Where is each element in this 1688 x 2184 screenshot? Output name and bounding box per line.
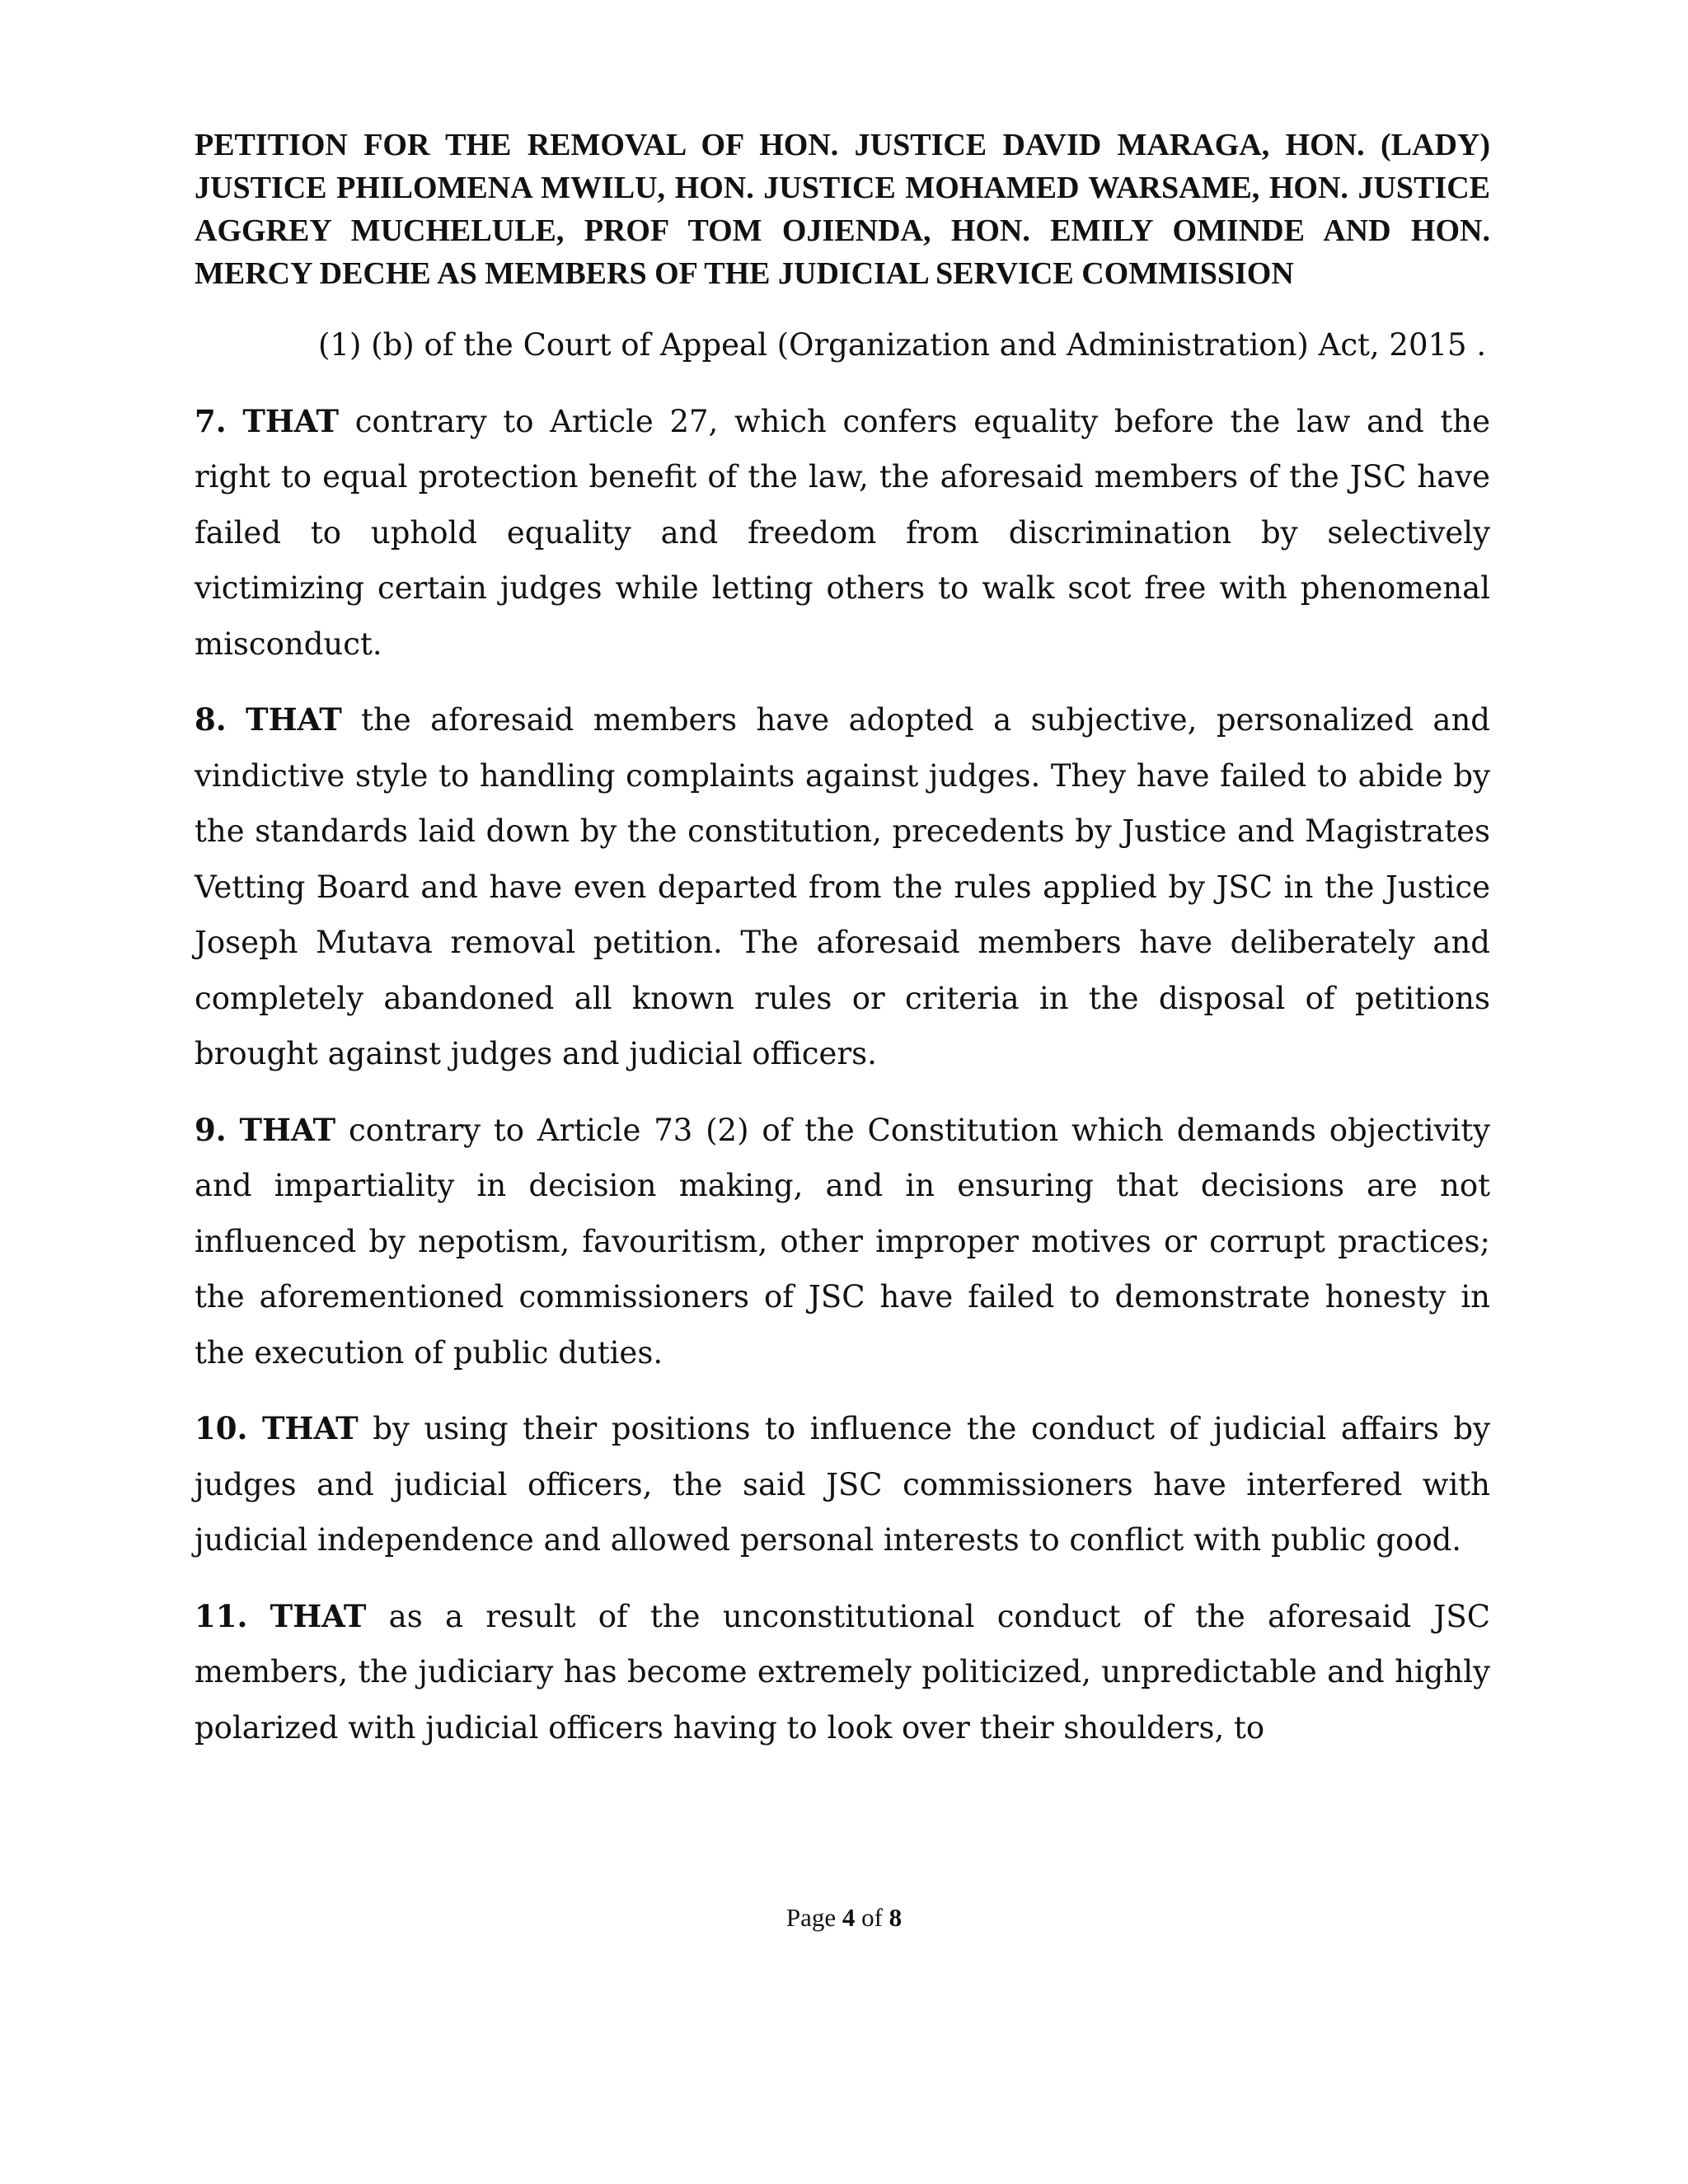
continuation-text: (1) (b) of the Court of Appeal (Organization and Administration) Act, 2015 . — [318, 327, 1487, 363]
page-number: 4 — [842, 1903, 856, 1932]
paragraph-lead: THAT — [239, 1111, 336, 1148]
paragraph-number: 8. — [195, 701, 227, 738]
paragraph-lead: THAT — [246, 701, 342, 738]
paragraph-11 — [195, 1589, 1490, 1756]
paragraph-lead: THAT — [242, 402, 340, 439]
of-word: of — [861, 1903, 883, 1932]
paragraph-number: 9. — [195, 1111, 227, 1148]
paragraph-number: 10. — [195, 1410, 248, 1446]
paragraph-text: contrary to Article 73 (2) of the Constitution which demands objectivity and impartiality in decision making, and in ensuring that decisions are not influenced by nepotism, favouritism, other improper motives or corrupt practices; the aforementioned commissioners of JSC have failed to demonstrate honesty in the execution of public duties. — [195, 1112, 1491, 1371]
paragraph-text: by using their positions to influence the conduct of judicial affairs by judges and judicial officers, the said JSC commissioners have interfered with judicial independence and allowed personal interests to conflict with public good. — [195, 1411, 1491, 1558]
document-body — [195, 317, 1490, 1776]
paragraph-text: the aforesaid members have adopted a subjective, personalized and vindictive style to handling complaints against judges. They have failed to abide by the standards laid down by the constitution, precedents by Justice and Magistrates Vetting Board and have even departed from the rules applied by JSC in the Justice Joseph Mutava removal petition. The aforesaid members have deliberately and completely abandoned all known rules or criteria in the disposal of petitions brought against judges and judicial officers. — [195, 702, 1490, 1071]
paragraph-text: as a result of the unconstitutional conduct of the aforesaid JSC members, the judiciary has become extremely politicized, unpredictable and highly polarized with judicial officers having to look over their shoulders, to — [195, 1598, 1491, 1746]
paragraph-number: 11. — [195, 1597, 248, 1634]
paragraph-lead: THAT — [261, 1410, 359, 1446]
paragraph-10 — [195, 1401, 1490, 1568]
paragraph-number: 7. — [195, 402, 227, 439]
page-footer — [0, 1901, 1688, 1934]
petition-title: PETITION FOR THE REMOVAL OF HON. JUSTICE DAVID MARAGA, HON. (LADY) JUSTICE PHILOMENA MWILU, HON. JUSTICE MOHAMED WARSAME, HON. JUSTICE AGGREY MUCHELULE, PROF TOM OJIENDA, HON. EMILY OMINDE AND HON. MERCY DECHE AS MEMBERS OF THE JUDICIAL SERVICE COMMISSION — [195, 128, 1490, 291]
total-pages: 8 — [889, 1903, 903, 1932]
paragraph-lead: THAT — [270, 1597, 367, 1634]
paragraph-text: contrary to Article 27, which confers equality before the law and the right to equal protection benefit of the law, the aforesaid members of the JSC have failed to uphold equality and freedom from discrimination by selectively victimizing certain judges while letting others to walk scot free with phenomenal misconduct. — [195, 403, 1490, 662]
paragraph-8 — [195, 692, 1490, 1082]
paragraph-9 — [195, 1103, 1490, 1381]
paragraph-7 — [195, 394, 1490, 673]
page-word: Page — [785, 1903, 837, 1932]
